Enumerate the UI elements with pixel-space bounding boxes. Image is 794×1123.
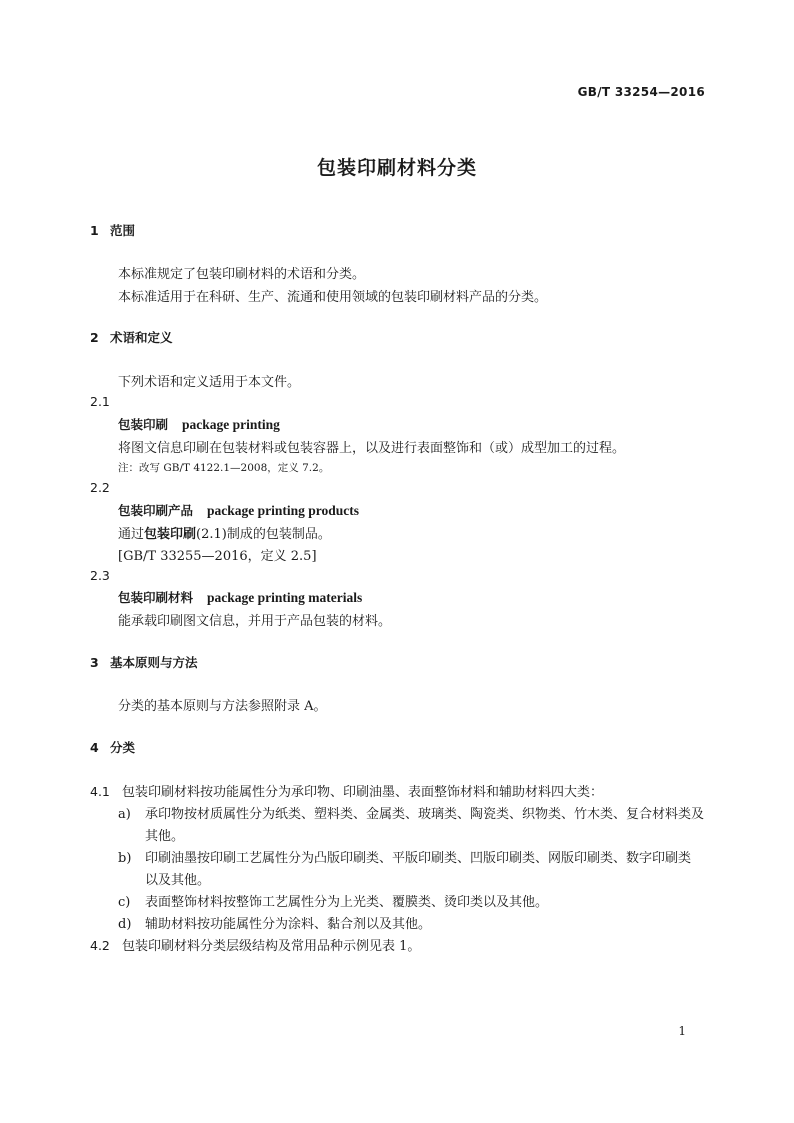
list-marker: b) — [118, 851, 132, 866]
section-2-heading — [90, 328, 173, 346]
term-source: [GB/T 33255—2016，定义 2.5] — [118, 549, 317, 564]
term-en: package printing products — [207, 503, 360, 518]
list-item-a-cont: 其他。 — [145, 829, 185, 844]
list-text: 辅助材料按功能属性分为涂料、黏合剂以及其他。 — [145, 917, 432, 932]
standard-number: GB/T 33254—2016 — [577, 85, 705, 99]
term-en: package printing — [182, 417, 280, 432]
section-number: 2 — [90, 330, 99, 345]
term-zh: 包装印刷材料 — [118, 590, 194, 605]
list-text: 表面整饰材料按整饰工艺属性分为上光类、覆膜类、烫印类以及其他。 — [145, 895, 549, 910]
term-zh: 包装印刷产品 — [118, 503, 194, 518]
clause-text: 包装印刷材料分类层级结构及常用品种示例见表 1。 — [122, 939, 421, 954]
clause-4-1 — [90, 781, 603, 800]
section-number: 1 — [90, 223, 99, 238]
section-number: 3 — [90, 655, 99, 670]
term-number: 2.1 — [90, 394, 110, 409]
section-title: 基本原则与方法 — [110, 655, 198, 670]
section-title: 术语和定义 — [110, 330, 173, 345]
clause-4-2 — [90, 935, 420, 954]
term-entry — [118, 415, 280, 433]
paragraph: 下列术语和定义适用于本文件。 — [118, 375, 301, 390]
list-item-a — [118, 803, 704, 822]
term-zh: 包装印刷 — [118, 417, 169, 432]
term-note: 注：改写 GB/T 4122.1—2008，定义 7.2。 — [118, 462, 330, 474]
section-3-heading — [90, 653, 198, 671]
term-reference: 包装印刷 — [144, 527, 197, 542]
list-marker: d) — [118, 917, 132, 932]
term-definition — [118, 523, 331, 542]
list-item-d — [118, 913, 431, 932]
section-title: 分类 — [110, 740, 136, 755]
list-item-b — [118, 847, 691, 866]
term-definition: 能承载印刷图文信息，并用于产品包装的材料。 — [118, 614, 392, 629]
definition-text: 通过 — [118, 527, 145, 542]
section-number: 4 — [90, 740, 99, 755]
list-text: 印刷油墨按印刷工艺属性分为凸版印刷类、平版印刷类、凹版印刷类、网版印刷类、数字印刷类 — [145, 851, 692, 866]
list-text: 承印物按材质属性分为纸类、塑料类、金属类、玻璃类、陶瓷类、织物类、竹木类、复合材料类及 — [145, 807, 705, 822]
section-1-heading — [90, 221, 135, 239]
term-entry — [118, 501, 359, 519]
term-en: package printing materials — [207, 590, 363, 605]
clause-text: 包装印刷材料按功能属性分为承印物、印刷油墨、表面整饰材料和辅助材料四大类： — [122, 785, 604, 800]
list-item-c — [118, 891, 548, 910]
section-title: 范围 — [110, 223, 136, 238]
list-marker: a) — [118, 807, 131, 822]
clause-number: 4.2 — [90, 938, 110, 953]
term-number: 2.3 — [90, 568, 110, 583]
definition-text: (2.1)制成的包装制品。 — [196, 527, 331, 542]
list-item-b-cont: 以及其他。 — [145, 873, 211, 888]
clause-number: 4.1 — [90, 784, 110, 799]
paragraph: 本标准适用于在科研、生产、流通和使用领域的包装印刷材料产品的分类。 — [118, 290, 548, 305]
term-number: 2.2 — [90, 480, 110, 495]
term-entry — [118, 588, 362, 606]
page-number: 1 — [678, 1024, 686, 1038]
paragraph: 本标准规定了包装印刷材料的术语和分类。 — [118, 267, 366, 282]
document-title: 包装印刷材料分类 — [316, 157, 477, 179]
paragraph: 分类的基本原则与方法参照附录 A。 — [118, 699, 327, 714]
term-definition: 将图文信息印刷在包装材料或包装容器上，以及进行表面整饰和（或）成型加工的过程。 — [118, 441, 626, 456]
list-marker: c) — [118, 895, 131, 910]
section-4-heading — [90, 738, 135, 756]
